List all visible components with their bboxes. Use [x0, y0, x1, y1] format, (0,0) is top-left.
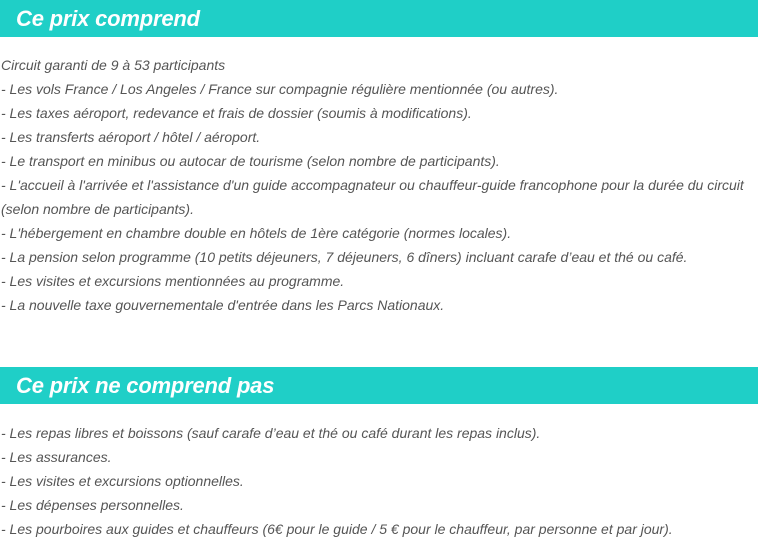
included-item: - La pension selon programme (10 petits déjeuners, 7 déjeuners, 6 dîners) incluant carafe d’eau et thé ou café. [1, 249, 688, 265]
price-excludes-banner [0, 367, 758, 404]
included-item: - L'hébergement en chambre double en hôtels de 1ère catégorie (normes locales). [1, 225, 512, 241]
included-item: - L'accueil à l'arrivée et l'assistance d'un guide accompagnateur ou chauffeur-guide francophone pour la durée du circuit (selon nombre de participants). [1, 177, 744, 217]
excluded-item: - Les pourboires aux guides et chauffeurs (6€ pour le guide / 5 € pour le chauffeur, par personne et par jour). [1, 521, 673, 537]
price-includes-list [0, 53, 758, 317]
price-excludes-list [0, 421, 758, 541]
excluded-item: - Les repas libres et boissons (sauf carafe d’eau et thé ou café durant les repas inclus). [1, 425, 541, 441]
excluded-item: - Les assurances. [1, 449, 112, 465]
included-item: - Les vols France / Los Angeles / France sur compagnie régulière mentionnée (ou autres). [1, 81, 559, 97]
price-excludes-title: Ce prix ne comprend pas [16, 372, 275, 398]
price-includes-title: Ce prix comprend [16, 5, 200, 31]
included-item: - La nouvelle taxe gouvernementale d'entrée dans les Parcs Nationaux. [1, 297, 445, 313]
included-item: - Les taxes aéroport, redevance et frais de dossier (soumis à modifications). [1, 105, 472, 121]
included-item: - Le transport en minibus ou autocar de tourisme (selon nombre de participants). [1, 153, 500, 169]
price-includes-banner [0, 0, 758, 37]
excluded-item: - Les visites et excursions optionnelles. [1, 473, 244, 489]
price-excludes-section [0, 367, 758, 541]
included-item: - Les transferts aéroport / hôtel / aéroport. [1, 129, 261, 145]
excluded-item: - Les dépenses personnelles. [1, 497, 184, 513]
included-item: - Les visites et excursions mentionnées au programme. [1, 273, 345, 289]
included-item: Circuit garanti de 9 à 53 participants [1, 57, 226, 73]
